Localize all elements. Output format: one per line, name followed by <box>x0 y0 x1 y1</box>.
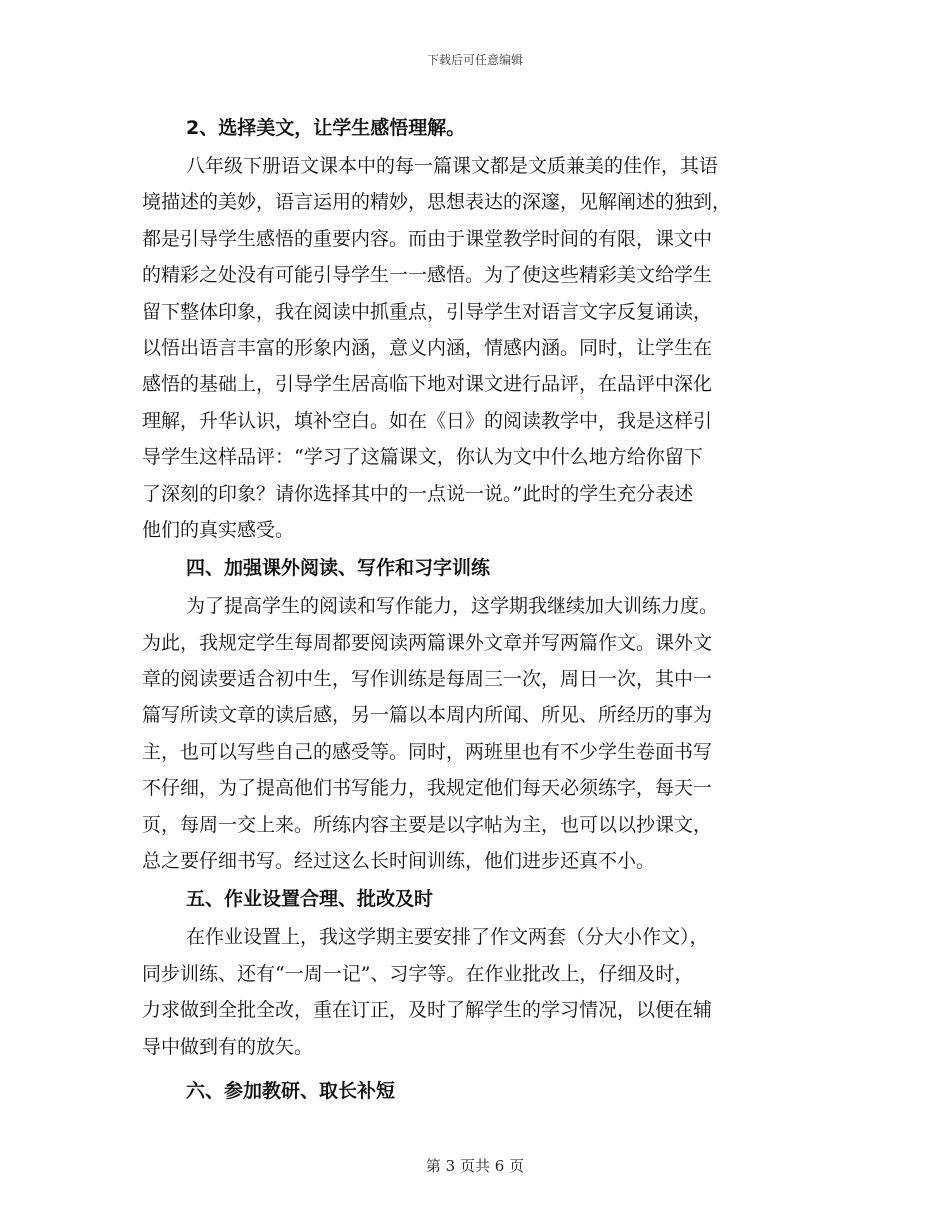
paragraph-line: 不仔细，为了提高他们书写能力，我规定他们每天必须练字，每天一 <box>142 777 713 800</box>
paragraph-line: 感悟的基础上，引导学生居高临下地对课文进行品评，在品评中深化 <box>142 373 713 396</box>
page-number: 第 3 页共 6 页 <box>425 1157 525 1175</box>
paragraph-line: 在作业设置上，我这学期主要安排了作文两套（分大小作文）， <box>186 926 709 949</box>
paragraph-line: 的精彩之处没有可能引导学生一一感悟。为了使这些精彩美文给学生 <box>142 264 713 287</box>
section-heading: 四、加强课外阅读、写作和习字训练 <box>186 557 491 580</box>
paragraph-line: 留下整体印象，我在阅读中抓重点，引导学生对语言文字反复诵读， <box>142 300 713 323</box>
paragraph-line: 篇写所读文章的读后感，另一篇以本周内所闻、所见、所经历的事为 <box>142 704 713 727</box>
paragraph-line: 力求做到全批全改，重在订正，及时了解学生的学习情况，以便在辅 <box>142 999 713 1022</box>
section-heading: 六、参加教研、取长补短 <box>186 1079 396 1102</box>
paragraph-line: 导中做到有的放矢。 <box>142 1035 314 1058</box>
paragraph-line: 同步训练、还有“一周一记”、习字等。在作业批改上，仔细及时， <box>142 962 694 985</box>
section-heading: 2、选择美文，让学生感悟理解。 <box>186 117 466 139</box>
paragraph-line: 理解，升华认识，填补空白。如在《日》的阅读教学中，我是这样引 <box>142 409 713 432</box>
paragraph-line: 了深刻的印象？请你选择其中的一点说一说。”此时的学生充分表述 <box>142 482 694 505</box>
paragraph-line: 都是引导学生感悟的重要内容。而由于课堂教学时间的有限，课文中 <box>142 227 713 250</box>
paragraph-line: 章的阅读要适合初中生，写作训练是每周三一次，周日一次，其中一 <box>142 668 713 691</box>
document-body <box>142 108 804 1111</box>
paragraph-line: 为此，我规定学生每周都要阅读两篇课外文章并写两篇作文。课外文 <box>142 631 713 654</box>
paragraph-line: 他们的真实感受。 <box>142 518 295 541</box>
page-header: 下载后可任意编辑 <box>426 53 523 67</box>
paragraph-line: 页，每周一交上来。所练内容主要是以字帖为主，也可以以抄课文， <box>142 813 713 836</box>
section-heading: 五、作业设置合理、批改及时 <box>186 888 434 911</box>
section-paragraph <box>142 919 804 1065</box>
paragraph-line: 为了提高学生的阅读和写作能力，这学期我继续加大训练力度。 <box>186 595 719 618</box>
section-paragraph <box>142 148 804 548</box>
paragraph-line: 导学生这样品评：“学习了这篇课文，你认为文中什么地方给你留下 <box>142 446 703 469</box>
paragraph-line: 以悟出语言丰富的形象内涵，意义内涵，情感内涵。同时，让学生在 <box>142 336 713 359</box>
paragraph-line: 总之要仔细书写。经过这么长时间训练，他们进步还真不小。 <box>142 850 656 873</box>
paragraph-line: 境描述的美妙，语言运用的精妙，思想表达的深邃，见解阐述的独到， <box>142 191 732 214</box>
section-paragraph <box>142 588 804 879</box>
paragraph-line: 主，也可以写些自己的感受等。同时，两班里也有不少学生卷面书写 <box>142 740 713 763</box>
paragraph-line: 八年级下册语文课本中的每一篇课文都是文质兼美的佳作，其语 <box>186 155 719 177</box>
